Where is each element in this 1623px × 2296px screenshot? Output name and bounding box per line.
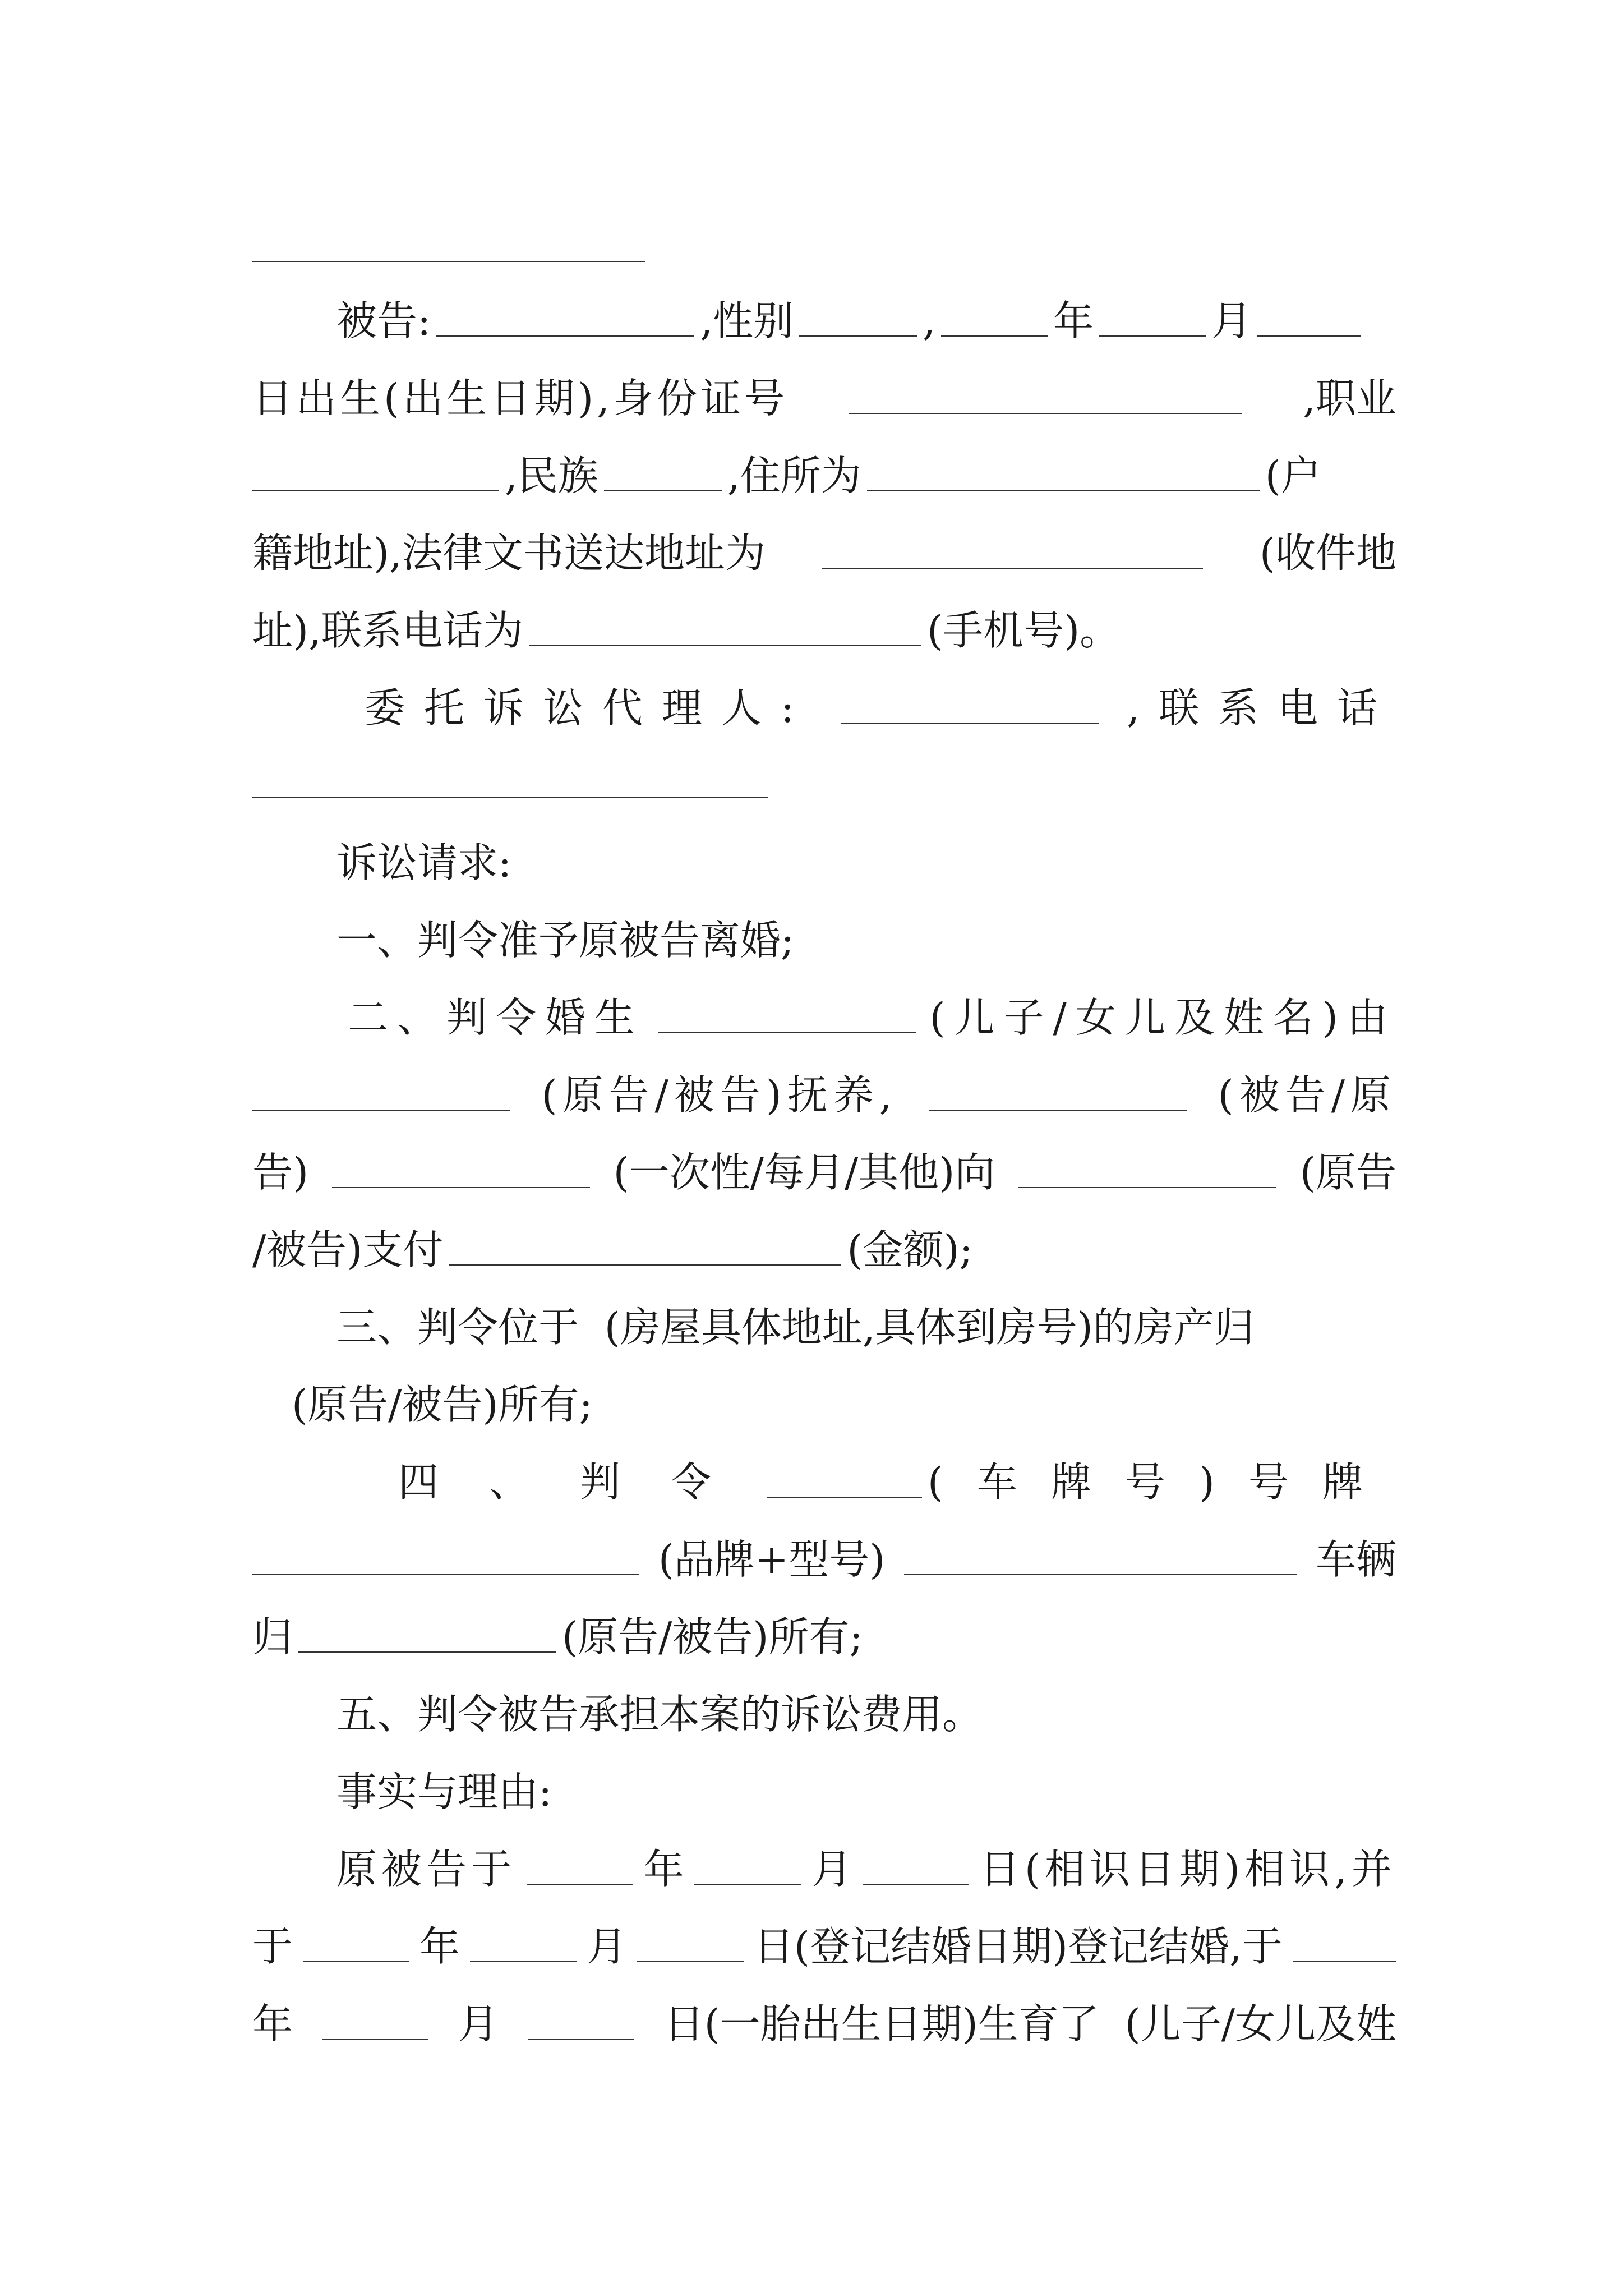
phone-label: 址),联系电话为 xyxy=(252,607,523,654)
met-year-label: 年 xyxy=(643,1846,684,1893)
defendant-line-1 xyxy=(336,293,1396,349)
defendant-line-5 xyxy=(252,602,1396,659)
met-year-blank[interactable] xyxy=(527,1881,633,1885)
plate-number-blank[interactable] xyxy=(767,1494,922,1498)
child-birth-day-blank[interactable] xyxy=(528,2036,634,2040)
defendant-line-4 xyxy=(252,525,1396,581)
payer-label: (被告/原 xyxy=(1218,1071,1396,1119)
phone-blank[interactable] xyxy=(529,643,921,646)
comma: , xyxy=(923,297,936,344)
child-blank[interactable] xyxy=(658,1030,916,1033)
receive-address-label: (收件地 xyxy=(1259,530,1396,577)
reg-year-blank[interactable] xyxy=(303,1959,409,1962)
gender-label: ,性别 xyxy=(700,297,794,344)
agent-label: 委托诉讼代理人: xyxy=(365,684,814,731)
claim-2-line-4 xyxy=(252,1222,1396,1278)
defendant-line-2 xyxy=(252,370,1396,426)
child-birth-day-label: 日(一胎出生日期)生育了 (儿子/女儿及姓 xyxy=(663,2000,1396,2047)
met-label: 原被告于 xyxy=(336,1846,517,1893)
claim-2-line-1 xyxy=(348,990,1396,1046)
claims-heading xyxy=(336,835,1481,891)
plate-number-label: (车牌号)号牌 xyxy=(927,1458,1396,1506)
claim-4-line-3 xyxy=(252,1609,1396,1665)
agent-name-blank[interactable] xyxy=(841,720,1099,724)
claim-2-label: 二、判令婚生 xyxy=(348,994,644,1041)
claim-2-line-3 xyxy=(252,1144,1396,1200)
residence-blank[interactable] xyxy=(867,488,1260,491)
payer-blank[interactable] xyxy=(929,1107,1187,1111)
vehicle-owner-label: (原告/被告)所有; xyxy=(562,1613,863,1660)
met-month-blank[interactable] xyxy=(694,1881,801,1885)
met-day-blank[interactable] xyxy=(863,1881,969,1885)
agent-phone-blank[interactable] xyxy=(252,797,768,798)
brand-model-label: (品牌+型号) xyxy=(658,1536,886,1583)
payer-label-end: 告) xyxy=(252,1149,309,1196)
payee-blank[interactable] xyxy=(1018,1185,1276,1188)
child-name-label: (儿子/女儿及姓名)由 xyxy=(929,994,1396,1041)
id-number-blank[interactable] xyxy=(849,411,1242,414)
agent-line xyxy=(365,680,1396,736)
amount-label: (金额); xyxy=(847,1226,973,1273)
gender-blank[interactable] xyxy=(799,333,917,337)
facts-line-2 xyxy=(252,1918,1396,1975)
child-birth-month-blank[interactable] xyxy=(322,2036,428,2040)
claim-3-line-2 xyxy=(292,1377,1436,1433)
defendant-label: 被告: xyxy=(336,297,431,344)
facts-line-3 xyxy=(252,1996,1396,2052)
claim-3-owner-text: (原告/被告)所有; xyxy=(292,1381,593,1428)
defendant-line-3 xyxy=(252,448,1396,504)
reg-year-label: 年 xyxy=(419,1923,460,1970)
custody-label: (原告/被告)抚养, xyxy=(541,1071,898,1119)
ethnicity-label: ,民族 xyxy=(505,452,598,499)
reg-day-blank[interactable] xyxy=(637,1959,744,1962)
birth-month-blank[interactable] xyxy=(1099,333,1206,337)
claim-5 xyxy=(336,1686,1481,1742)
claim-3-text: 三、判令位于 (房屋具体地址,具体到房号)的房产归 xyxy=(336,1304,1255,1351)
claim-4-line-1 xyxy=(398,1454,1396,1510)
amount-blank[interactable] xyxy=(449,1262,841,1266)
vehicle-owner-blank[interactable] xyxy=(298,1649,556,1653)
household-label-start: (户 xyxy=(1265,452,1321,499)
claim-4-line-2 xyxy=(252,1531,1396,1588)
ethnicity-blank[interactable] xyxy=(604,488,722,491)
month-label: 月 xyxy=(1211,297,1252,344)
mobile-label: (手机号)。 xyxy=(926,607,1121,654)
occupation-blank[interactable] xyxy=(252,488,499,491)
vehicle-blank[interactable] xyxy=(904,1572,1297,1575)
occupation-label: ,职业 xyxy=(1303,375,1396,422)
service-address-blank[interactable] xyxy=(822,565,1203,569)
facts-heading-text: 事实与理由: xyxy=(336,1768,552,1815)
payment-method-label: (一次性/每月/其他)向 xyxy=(613,1149,995,1196)
birth-day-blank[interactable] xyxy=(1257,333,1361,337)
year-label: 年 xyxy=(1053,297,1094,344)
claims-heading-text: 诉讼请求: xyxy=(336,839,512,886)
brand-model-blank[interactable] xyxy=(252,1572,639,1575)
claim-3-line-1 xyxy=(336,1299,1481,1355)
service-address-label: 籍地址),法律文书送达地址为 xyxy=(252,530,766,577)
payee-label: (原告 xyxy=(1299,1149,1396,1196)
claim-1-text: 一、判令准予原被告离婚; xyxy=(336,917,795,964)
claim-2-line-2 xyxy=(252,1067,1396,1123)
custody-blank[interactable] xyxy=(252,1107,510,1111)
top-blank-line xyxy=(252,261,645,262)
reg-month-blank[interactable] xyxy=(470,1959,577,1962)
child-birth-year-label: 年 xyxy=(252,2000,293,2047)
owner-prefix: 归 xyxy=(252,1613,293,1660)
defendant-name-blank[interactable] xyxy=(436,333,694,337)
facts-line-1 xyxy=(336,1841,1396,1897)
claim-5-text: 五、判令被告承担本案的诉讼费用。 xyxy=(336,1691,983,1738)
child-birth-year-blank[interactable] xyxy=(1293,1959,1396,1962)
birth-year-blank[interactable] xyxy=(941,333,1048,337)
facts-heading xyxy=(336,1764,1481,1820)
reg-month-label: 月 xyxy=(586,1923,627,1970)
birth-id-label: 日出生(出生日期),身份证号 xyxy=(252,375,789,422)
agent-phone-label: ,联系电话 xyxy=(1127,684,1396,731)
claim-1 xyxy=(336,912,1481,968)
child-birth-month-label: 月 xyxy=(458,2000,499,2047)
registered-prefix: 于 xyxy=(252,1923,293,1970)
met-day-label: 日(相识日期)相识,并 xyxy=(979,1846,1396,1893)
vehicle-label: 车辆 xyxy=(1315,1536,1396,1583)
payment-method-blank[interactable] xyxy=(332,1185,590,1188)
met-month-label: 月 xyxy=(811,1846,852,1893)
reg-day-label: 日(登记结婚日期)登记结婚,于 xyxy=(753,1923,1283,1970)
claim-4-label: 四、判令 xyxy=(398,1458,762,1506)
payment-label: /被告)支付 xyxy=(252,1226,444,1273)
residence-label: ,住所为 xyxy=(727,452,861,499)
